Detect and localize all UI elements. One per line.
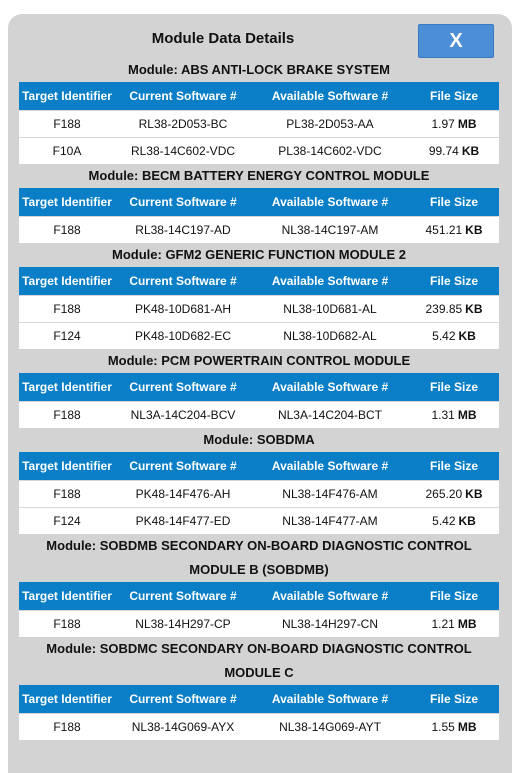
current-software-header: Current Software # bbox=[115, 685, 251, 714]
target-identifier-cell: F188 bbox=[19, 481, 115, 508]
current-software-cell: PK48-10D682-EC bbox=[115, 323, 251, 350]
table-row bbox=[19, 323, 499, 350]
current-software-header: Current Software # bbox=[115, 582, 251, 611]
file-size-cell bbox=[409, 714, 499, 741]
current-software-cell: PK48-14F477-ED bbox=[115, 508, 251, 535]
file-size-value: 1.21 bbox=[431, 617, 455, 631]
current-software-header: Current Software # bbox=[115, 188, 251, 217]
file-size-header: File Size bbox=[409, 267, 499, 296]
current-software-cell: NL38-14G069-AYX bbox=[115, 714, 251, 741]
file-size-cell bbox=[409, 296, 499, 323]
target-identifier-cell: F124 bbox=[19, 323, 115, 350]
available-software-header: Available Software # bbox=[251, 373, 409, 402]
table-row bbox=[19, 402, 499, 429]
target-identifier-cell: F188 bbox=[19, 111, 115, 138]
table-row bbox=[19, 296, 499, 323]
table-row bbox=[19, 111, 499, 138]
module-table bbox=[19, 685, 499, 740]
current-software-header: Current Software # bbox=[115, 452, 251, 481]
available-software-header: Available Software # bbox=[251, 188, 409, 217]
target-identifier-cell: F188 bbox=[19, 296, 115, 323]
file-size-unit: KB bbox=[465, 302, 483, 316]
table-header-row bbox=[19, 685, 499, 714]
current-software-header: Current Software # bbox=[115, 82, 251, 111]
file-size-value: 99.74 bbox=[428, 144, 459, 158]
current-software-cell: RL38-14C197-AD bbox=[115, 217, 251, 244]
module-title: Module: ABS ANTI-LOCK BRAKE SYSTEM bbox=[128, 62, 390, 77]
target-identifier-header: Target Identifier bbox=[19, 267, 115, 296]
module-table bbox=[19, 82, 499, 164]
file-size-cell bbox=[409, 611, 499, 638]
available-software-cell: NL3A-14C204-BCT bbox=[251, 402, 409, 429]
target-identifier-cell: F10A bbox=[19, 138, 115, 165]
module-title: Module: SOBDMB SECONDARY ON-BOARD DIAGNOSTIC CONTROL MODULE B (SOBDMB) bbox=[46, 538, 472, 577]
available-software-cell: NL38-10D681-AL bbox=[251, 296, 409, 323]
available-software-header: Available Software # bbox=[251, 582, 409, 611]
close-button[interactable]: X bbox=[418, 24, 494, 58]
file-size-unit: MB bbox=[457, 617, 477, 631]
file-size-header: File Size bbox=[409, 188, 499, 217]
modules-container bbox=[19, 58, 499, 740]
module-table bbox=[19, 373, 499, 428]
table-header-row bbox=[19, 267, 499, 296]
file-size-value: 265.20 bbox=[425, 487, 463, 501]
table-header-row bbox=[19, 582, 499, 611]
target-identifier-header: Target Identifier bbox=[19, 685, 115, 714]
file-size-unit: MB bbox=[457, 408, 477, 422]
table-row bbox=[19, 611, 499, 638]
file-size-unit: KB bbox=[458, 329, 476, 343]
table-row bbox=[19, 481, 499, 508]
target-identifier-cell: F188 bbox=[19, 611, 115, 638]
target-identifier-header: Target Identifier bbox=[19, 82, 115, 111]
file-size-value: 1.55 bbox=[431, 720, 455, 734]
target-identifier-header: Target Identifier bbox=[19, 373, 115, 402]
file-size-cell bbox=[409, 217, 499, 244]
table-row bbox=[19, 138, 499, 165]
current-software-header: Current Software # bbox=[115, 267, 251, 296]
target-identifier-header: Target Identifier bbox=[19, 188, 115, 217]
available-software-header: Available Software # bbox=[251, 82, 409, 111]
module-table bbox=[19, 188, 499, 243]
module-title: Module: BECM BATTERY ENERGY CONTROL MODULE bbox=[88, 168, 430, 183]
file-size-unit: MB bbox=[457, 117, 477, 131]
module-title: Module: GFM2 GENERIC FUNCTION MODULE 2 bbox=[112, 247, 406, 262]
current-software-cell: RL38-2D053-BC bbox=[115, 111, 251, 138]
current-software-cell: PK48-10D681-AH bbox=[115, 296, 251, 323]
file-size-cell bbox=[409, 138, 499, 165]
file-size-header: File Size bbox=[409, 82, 499, 111]
file-size-value: 1.31 bbox=[431, 408, 455, 422]
file-size-cell bbox=[409, 323, 499, 350]
file-size-unit: KB bbox=[458, 514, 476, 528]
file-size-header: File Size bbox=[409, 452, 499, 481]
file-size-value: 5.42 bbox=[432, 514, 456, 528]
file-size-cell bbox=[409, 111, 499, 138]
file-size-cell bbox=[409, 508, 499, 535]
available-software-cell: NL38-10D682-AL bbox=[251, 323, 409, 350]
target-identifier-cell: F124 bbox=[19, 508, 115, 535]
target-identifier-cell: F188 bbox=[19, 402, 115, 429]
module-title: Module: SOBDMC SECONDARY ON-BOARD DIAGNOSTIC CONTROL MODULE C bbox=[46, 641, 472, 680]
table-row bbox=[19, 714, 499, 741]
file-size-header: File Size bbox=[409, 373, 499, 402]
file-size-unit: KB bbox=[465, 223, 483, 237]
file-size-value: 239.85 bbox=[425, 302, 463, 316]
module-data-dialog bbox=[8, 14, 512, 773]
available-software-cell: PL38-14C602-VDC bbox=[251, 138, 409, 165]
current-software-cell: RL38-14C602-VDC bbox=[115, 138, 251, 165]
available-software-cell: PL38-2D053-AA bbox=[251, 111, 409, 138]
table-row bbox=[19, 217, 499, 244]
file-size-unit: KB bbox=[461, 144, 480, 158]
current-software-cell: PK48-14F476-AH bbox=[115, 481, 251, 508]
file-size-value: 1.97 bbox=[431, 117, 455, 131]
available-software-cell: NL38-14F477-AM bbox=[251, 508, 409, 535]
file-size-value: 451.21 bbox=[425, 223, 463, 237]
file-size-cell bbox=[409, 402, 499, 429]
file-size-cell bbox=[409, 481, 499, 508]
current-software-header: Current Software # bbox=[115, 373, 251, 402]
target-identifier-cell: F188 bbox=[19, 714, 115, 741]
available-software-cell: NL38-14F476-AM bbox=[251, 481, 409, 508]
module-table bbox=[19, 267, 499, 349]
available-software-header: Available Software # bbox=[251, 452, 409, 481]
table-header-row bbox=[19, 373, 499, 402]
file-size-header: File Size bbox=[409, 685, 499, 714]
current-software-cell: NL3A-14C204-BCV bbox=[115, 402, 251, 429]
file-size-value: 5.42 bbox=[432, 329, 456, 343]
table-header-row bbox=[19, 188, 499, 217]
file-size-unit: MB bbox=[457, 720, 477, 734]
table-header-row bbox=[19, 452, 499, 481]
available-software-cell: NL38-14C197-AM bbox=[251, 217, 409, 244]
available-software-header: Available Software # bbox=[251, 267, 409, 296]
module-table bbox=[19, 582, 499, 637]
available-software-cell: NL38-14G069-AYT bbox=[251, 714, 409, 741]
module-title: Module: SOBDMA bbox=[203, 432, 315, 447]
table-header-row bbox=[19, 82, 499, 111]
available-software-header: Available Software # bbox=[251, 685, 409, 714]
target-identifier-cell: F188 bbox=[19, 217, 115, 244]
module-table bbox=[19, 452, 499, 534]
table-row bbox=[19, 508, 499, 535]
target-identifier-header: Target Identifier bbox=[19, 452, 115, 481]
dialog-title: Module Data Details bbox=[151, 30, 295, 47]
current-software-cell: NL38-14H297-CP bbox=[115, 611, 251, 638]
file-size-header: File Size bbox=[409, 582, 499, 611]
target-identifier-header: Target Identifier bbox=[19, 582, 115, 611]
available-software-cell: NL38-14H297-CN bbox=[251, 611, 409, 638]
module-title: Module: PCM POWERTRAIN CONTROL MODULE bbox=[107, 353, 411, 368]
file-size-unit: KB bbox=[465, 487, 483, 501]
